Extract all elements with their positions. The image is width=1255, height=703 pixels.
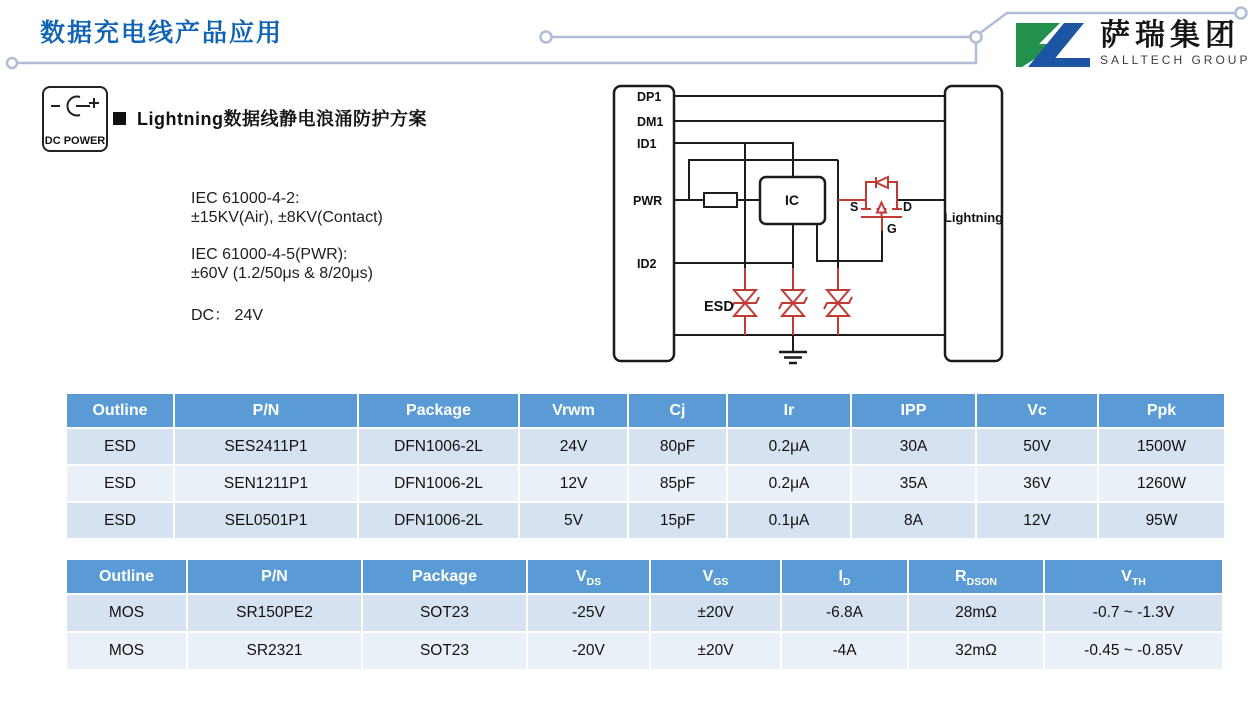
iec-esd-value: ±15KV(Air), ±8KV(Contact)	[191, 209, 383, 226]
pin-label-id2: ID2	[637, 257, 657, 271]
column-header: Cj	[629, 394, 726, 427]
column-header: Vrwm	[520, 394, 627, 427]
table-header-row	[67, 394, 1224, 427]
cell: DFN1006-2L	[359, 503, 518, 538]
table-row	[67, 503, 1224, 538]
mosfet-source-label: S	[850, 200, 859, 214]
cell: 35A	[852, 466, 975, 501]
esd-diode	[731, 268, 759, 335]
cell: 0.1μA	[728, 503, 850, 538]
dc-power-label: DC POWER	[44, 135, 106, 147]
cell: 95W	[1099, 503, 1224, 538]
cell: 32mΩ	[909, 633, 1043, 669]
cell: 12V	[977, 503, 1097, 538]
cell: ESD	[67, 429, 173, 464]
column-header	[528, 560, 649, 593]
table-row	[67, 429, 1224, 464]
logo-name-en: SALLTECH GROUP	[1100, 53, 1251, 67]
cell: SES2411P1	[175, 429, 357, 464]
ic-label: IC	[785, 192, 799, 208]
cell: SEN1211P1	[175, 466, 357, 501]
logo-name-cn: 萨瑞集团	[1100, 19, 1240, 52]
cell: -6.8A	[782, 595, 907, 631]
cell: 0.2μA	[728, 466, 850, 501]
cell: 1500W	[1099, 429, 1224, 464]
column-header	[1045, 560, 1222, 593]
iec-surge-spec	[191, 245, 383, 283]
company-logo	[1014, 20, 1250, 70]
logo-mark-icon	[1014, 20, 1090, 70]
column-header: IPP	[852, 394, 975, 427]
cell: MOS	[67, 633, 186, 669]
cell: SOT23	[363, 633, 526, 669]
column-header	[651, 560, 780, 593]
series-resistor	[704, 193, 737, 207]
column-header	[67, 560, 186, 593]
header-main: V	[575, 567, 587, 585]
cell: 8A	[852, 503, 975, 538]
cell: 28mΩ	[909, 595, 1043, 631]
mosfet-drain-label: D	[903, 200, 913, 214]
page-title: 数据充电线产品应用	[40, 19, 284, 47]
lightning-label: Lightning	[943, 210, 1004, 225]
table-row	[67, 466, 1224, 501]
cell: 15pF	[629, 503, 726, 538]
header-main: Outline	[98, 567, 155, 585]
cell: 36V	[977, 466, 1097, 501]
protection-circuit-diagram	[610, 80, 1010, 372]
logo-text	[1100, 20, 1250, 67]
iec-esd-title: IEC 61000-4-2:	[191, 190, 300, 207]
cell: SR150PE2	[188, 595, 361, 631]
square-bullet-icon	[113, 112, 126, 125]
spec-text-block	[191, 189, 383, 325]
dc-plug-icon	[46, 88, 104, 124]
header-main: R	[955, 567, 967, 585]
cell: 0.2μA	[728, 429, 850, 464]
cell: 12V	[520, 466, 627, 501]
pin-label-dp1: DP1	[637, 90, 662, 104]
dc-voltage-spec: DC： 24V	[191, 307, 264, 324]
esd-diode	[779, 268, 807, 335]
cell: ESD	[67, 466, 173, 501]
header-sub: GS	[713, 575, 729, 588]
iec-esd-spec	[191, 189, 383, 227]
header-sub: TH	[1131, 575, 1146, 588]
pin-label-pwr: PWR	[633, 194, 663, 208]
cell: -25V	[528, 595, 649, 631]
cell: 80pF	[629, 429, 726, 464]
esd-label: ESD	[704, 299, 734, 315]
pin-label-id1: ID1	[637, 137, 657, 151]
header-sub: DS	[586, 575, 602, 588]
section-heading	[113, 105, 427, 131]
cell: -0.7 ~ -1.3V	[1045, 595, 1222, 631]
column-header: Ppk	[1099, 394, 1224, 427]
cell: 30A	[852, 429, 975, 464]
header-sub: D	[842, 575, 851, 588]
column-header	[782, 560, 907, 593]
column-header: Ir	[728, 394, 850, 427]
mos-parts-table	[65, 558, 1224, 671]
cell: 50V	[977, 429, 1097, 464]
header-main: Package	[412, 567, 477, 585]
table-row	[67, 633, 1222, 669]
dc-power-badge	[42, 86, 108, 152]
cell: DFN1006-2L	[359, 466, 518, 501]
column-header	[188, 560, 361, 593]
esd-diode	[824, 268, 852, 335]
column-header: Package	[359, 394, 518, 427]
cell: -0.45 ~ -0.85V	[1045, 633, 1222, 669]
cell: 85pF	[629, 466, 726, 501]
column-header	[363, 560, 526, 593]
cell: MOS	[67, 595, 186, 631]
cell: 24V	[520, 429, 627, 464]
header-main: I	[838, 567, 843, 585]
iec-surge-title: IEC 61000-4-5(PWR):	[191, 246, 348, 263]
header-sub: DSON	[966, 575, 997, 588]
column-header: Vc	[977, 394, 1097, 427]
cell: ±20V	[651, 595, 780, 631]
cell: SEL0501P1	[175, 503, 357, 538]
column-header	[909, 560, 1043, 593]
table-row	[67, 595, 1222, 631]
iec-surge-value: ±60V (1.2/50μs & 8/20μs)	[191, 265, 373, 282]
table-header-row	[67, 560, 1222, 593]
cell: ±20V	[651, 633, 780, 669]
esd-tvs-diodes	[731, 268, 852, 335]
section-heading-text: Lightning数据线静电浪涌防护方案	[137, 109, 427, 129]
cell: -4A	[782, 633, 907, 669]
cell: DFN1006-2L	[359, 429, 518, 464]
column-header: P/N	[175, 394, 357, 427]
cell: 1260W	[1099, 466, 1224, 501]
cell: ESD	[67, 503, 173, 538]
cell: 5V	[520, 503, 627, 538]
header-main: P/N	[261, 567, 288, 585]
ground-icon	[779, 335, 807, 363]
mosfet-gate-label: G	[887, 222, 897, 236]
header-main: V	[1121, 567, 1132, 585]
esd-parts-table	[65, 392, 1226, 540]
column-header: Outline	[67, 394, 173, 427]
cell: -20V	[528, 633, 649, 669]
header-main: V	[702, 567, 714, 585]
pin-label-dm1: DM1	[637, 115, 664, 129]
cell: SR2321	[188, 633, 361, 669]
cell: SOT23	[363, 595, 526, 631]
